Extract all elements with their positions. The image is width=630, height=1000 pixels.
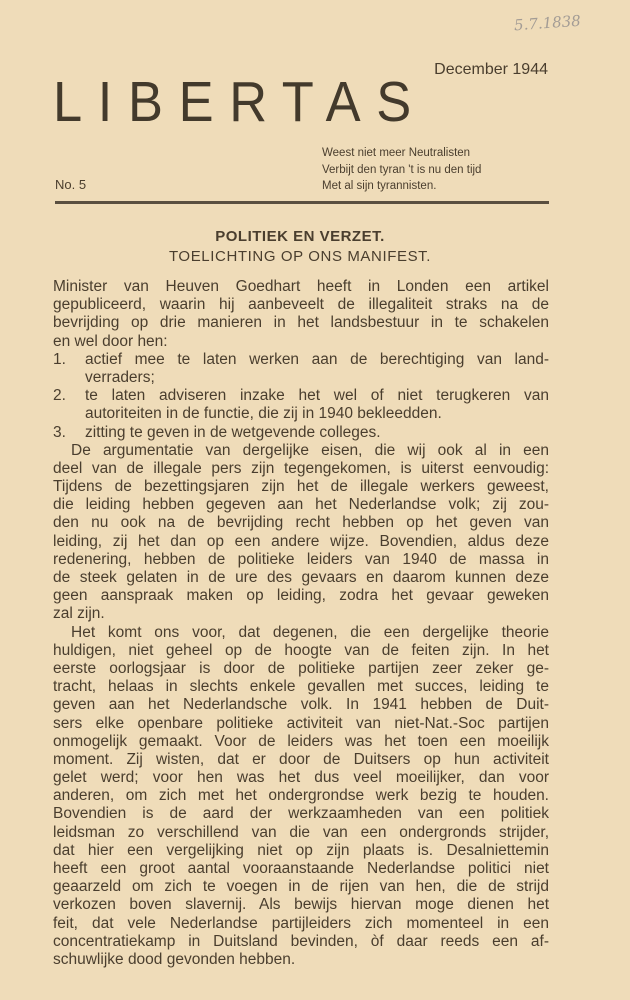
issue-date: December 1944 bbox=[434, 61, 548, 78]
paragraph bbox=[53, 442, 549, 624]
list-number: 2. bbox=[53, 387, 66, 405]
motto-line: Verbijt den tyran 't is nu den tijd bbox=[322, 163, 482, 176]
motto-line: Met al sijn tyrannisten. bbox=[322, 180, 437, 192]
text-line: geaarzeld om zich te voegen in de rijen van hen, die de strijd bbox=[53, 878, 549, 896]
article-body bbox=[53, 278, 549, 969]
text-line: schuwlijke dood gevonden hebben. bbox=[53, 950, 296, 968]
text-line: redenering, hebben de politieke leiders van 1940 de massa in bbox=[53, 550, 549, 568]
text-line: deel van de illegale pers zijn tegengekomen, is uiterst eenvoudig: bbox=[53, 459, 549, 477]
list-number: 3. bbox=[53, 423, 66, 441]
text-line: De argumentatie van dergelijke eisen, die wij ook al in een bbox=[71, 441, 549, 459]
text-line: verraders; bbox=[85, 368, 155, 386]
text-line: Tijdens de bezettingsjaren zijn het de illegale werkers geweest, bbox=[53, 478, 549, 496]
text-line: die leiding hebben gegeven aan het Nederlandse volk; zij zou- bbox=[53, 496, 549, 514]
text-line: autoriteiten in de functie, die zij in 1940 bekleedden. bbox=[85, 405, 442, 423]
text-line: en wel door hen: bbox=[53, 332, 168, 350]
text-line: tracht, helaas in slechts enkele gevallen met succes, leiding te bbox=[53, 678, 549, 696]
text-line: Bovendien is de aard der werkzaamheden van een politiek bbox=[53, 805, 549, 823]
issue-number: No. 5 bbox=[55, 177, 87, 192]
text-line: den nu ook na de bevrijding recht hebben op het geven van bbox=[53, 514, 549, 532]
text-line: zal zijn. bbox=[53, 605, 105, 623]
text-line: Het komt ons voor, dat degenen, die een dergelijke theorie bbox=[71, 623, 549, 641]
text-line: eerste oorlogsjaar is door de politieke partijen zeer zeker ge- bbox=[53, 659, 549, 677]
archive-mark: 5.7.1838 bbox=[513, 11, 582, 35]
text-line: gepubliceerd, waarin hij aanbeveelt de illegaliteit straks na de bbox=[53, 296, 549, 314]
text-line: geen aanspraak maken op leiding, zodra het gevaar geweken bbox=[53, 587, 549, 605]
list-number: 1. bbox=[53, 350, 66, 368]
text-line: 1. actief mee te laten werken aan de berechtiging van land- bbox=[53, 350, 549, 368]
paragraph bbox=[53, 624, 549, 970]
text-line: sers elke openbare politieke activiteit van niet-Nat.-Soc partijen bbox=[53, 714, 549, 732]
paragraph bbox=[53, 278, 549, 351]
text-line: bevrijding op drie manieren in het landsbestuur in te schakelen bbox=[53, 314, 549, 332]
list-item bbox=[53, 424, 549, 442]
newspaper-title: LIBERTAS bbox=[53, 70, 427, 134]
motto bbox=[322, 145, 481, 195]
text-line: heeft een groot aantal vooraanstaande Nederlandse politici niet bbox=[53, 860, 549, 877]
text-line: gelet werd; voor hen was het dus veel moeilijker, dan voor bbox=[53, 769, 549, 787]
text-line: anderen, om zich met het ondergrondse werk bezig te houden. bbox=[53, 787, 549, 805]
masthead-divider bbox=[55, 201, 549, 204]
text-line: 3. zitting te geven in de wetgevende colleges. bbox=[53, 423, 381, 441]
text-line: huldigen, niet geheel op de hoogte van de feiten zijn. In het bbox=[53, 641, 549, 659]
text-line: 2. te laten adviseren inzake het wel of niet terugkeren van bbox=[53, 387, 549, 405]
list-item bbox=[53, 351, 549, 387]
text-line: concentratiekamp in Duitsland bevinden, òf daar reeds een af- bbox=[53, 932, 549, 950]
text-line: leidsman zo verschillend van die van een ondergronds strijder, bbox=[53, 823, 549, 841]
text-line: moment. Zij wisten, dat er door de Duitsers op hun activiteit bbox=[53, 750, 549, 768]
text-line: feit, dat vele Nederlandse partijleiders zich momenteel in een bbox=[53, 914, 549, 932]
list-item bbox=[53, 387, 549, 423]
text-line: verkozen boven slavernij. Als bewijs hiervan moge dienen het bbox=[53, 896, 549, 914]
text-line: onmogelijk gemaakt. Voor de leiders was het toen een moeilijk bbox=[53, 732, 549, 750]
text-line: de steek gelaten in de ure des gevaars en daarom kunnen deze bbox=[53, 569, 549, 586]
text-line: dat hier een vergelijking niet op zijn plaats is. Desalniettemin bbox=[53, 841, 549, 859]
text-line: leiding, zij het dan op een andere wijze. Bovendien, aldus deze bbox=[53, 532, 549, 550]
article-subheading: TOELICHTING OP ONS MANIFEST. bbox=[168, 248, 432, 265]
article-heading: POLITIEK EN VERZET. bbox=[215, 228, 385, 245]
text-line: geven aan het Nederlandsche volk. In 1941 hebben de Duit- bbox=[53, 696, 549, 714]
motto-line: Weest niet meer Neutralisten bbox=[322, 147, 471, 159]
text-line: Minister van Heuven Goedhart heeft in Londen een artikel bbox=[53, 278, 549, 295]
